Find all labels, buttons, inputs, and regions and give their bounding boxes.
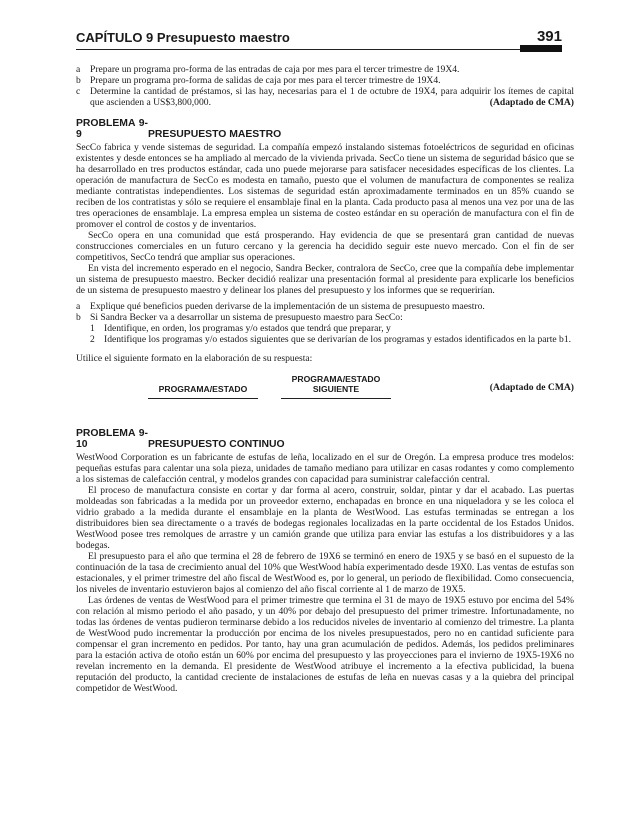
list-text: Identifique los programas y/o estados siguientes que se derivarían de los programas y estados identificados en la parte b1. (104, 334, 572, 345)
list-text: Si Sandra Becker va a desarrollar un sistema de presupuesto maestro para SecCo: (90, 312, 403, 323)
intro-item-b (76, 75, 574, 86)
format-column-2-line1: PROGRAMA/ESTADO (291, 374, 381, 384)
paragraph: SecCo fabrica y vende sistemas de seguridad. La compañía empezó instalando sistemas fotoeléctricos de seguridad en oficinas existentes y desde entonces se ha ampliado al mercado de la vivienda privada. SecCo tiene un sistema de seguridad básico que se ha desarrollado en tres productos estándar, cada uno puede mejorarse para satisfacer necesidades específicas de los clientes. La operación de manufactura de SecCo es modesta en tamaño, puesto que el volumen de manufactura de componentes se realiza mediante contratistas independientes. Los sistemas de seguridad están aproximadamente terminados en un 85% cuando se reciben de los contratistas y sólo se requiere el ensamblaje final en la planta. Cada producto pasa al menos una vez por una de las tres operaciones de ensamblaje. La empresa emplea un sistema de costeo estándar en su operación de manufactura con el fin de promover el control de costos y de inventarios. (76, 142, 574, 230)
answer-format (76, 372, 574, 412)
list-marker: b (76, 312, 81, 323)
format-instruction: Utilice el siguiente formato en la elaboración de su respuesta: (76, 353, 313, 364)
list-marker: b (76, 75, 81, 86)
list-marker: 1 (90, 323, 95, 334)
paragraph: Las órdenes de ventas de WestWood para el primer trimestre que termina el 31 de mayo de 19X5 estuvo por encima del 54% con relación al mismo periodo el año pasado, y un 40% por debajo del presupuesto del primer trimestre. Infortunadamente, no todas las órdenes de ventas pudieron terminarse debido a los reducidos niveles de inventario al comienzo del trimestre. La planta de WestWood pudo incrementar la producción por encima de los niveles presupuestados, pero no en cantidad suficiente para compensar el gran incremento en pedidos. Por tanto, hay una gran acumulación de pedidos. Además, los pedidos preliminares para la estación activa de otoño están un 60% por encima del presupuesto y las proyecciones para el invierno de 19X5-19X6 no revelan incremento en la demanda. El presidente de WestWood atribuye el incremento a la efectiva publicidad, la buena reputación del producto, la cantidad creciente de instalaciones de estufas de leña en nuevas casas y a la quiebra del principal competidor de WestWood. (76, 595, 574, 694)
list-marker: a (76, 64, 81, 75)
header-rule (76, 49, 562, 50)
header-bar (520, 45, 562, 52)
source-credit: (Adaptado de CMA) (489, 97, 574, 108)
running-header (76, 24, 562, 54)
list-text: Prepare un programa pro-forma de salidas de caja por mes para el tercer trimestre de 19X4. (90, 75, 441, 86)
list-text: Explique qué beneficios pueden derivarse de la implementación de un sistema de presupuesto maestro. (90, 301, 485, 312)
list-text (90, 86, 574, 108)
page-body (76, 64, 574, 694)
question-item-a (76, 301, 574, 312)
question-subitem-2 (76, 334, 574, 345)
list-text: Prepare un programa pro-forma de las entradas de caja por mes para el tercer trimestre de 19X4. (90, 64, 460, 75)
list-marker: c (76, 86, 81, 97)
paragraph: En vista del incremento esperado en el negocio, Sandra Becker, contralora de SecCo, cree que la compañía debe implementar un sistema de presupuesto maestro. Becker decidió realizar una presentación formal al presidente para explicarle los beneficios de un sistema de presupuesto maestro y delinear los planes del presupuesto y los informes que se requerirían. (76, 263, 574, 296)
paragraph: El proceso de manufactura consiste en cortar y dar forma al acero, construir, soldar, pintar y dar el acabado. Las puertas moldeadas son fabricadas a la medida por un proveedor externo, enchapadas en bronce en una niqueladora y se les coloca el vidrio grabado a la medida durante el ensamblaje en la planta de WestWood. Las estufas terminadas se entregan a los distribuidores bien sea directamente o a través de bodegas regionales localizadas en la parte occidental de los Estados Unidos. WestWood posee tres remolques de arrastre y un camión grande que utiliza para enviar las estufas a los distribuidores y a las bodegas. (76, 485, 574, 551)
intro-item-c (76, 86, 574, 108)
paragraph: El presupuesto para el año que termina el 28 de febrero de 19X6 se terminó en enero de 19X5 y se basó en el supuesto de la continuación de la tasa de crecimiento anual del 10% que WestWood había experimentado desde 19X0. Las ventas de estufas son estacionales, y el primer trimestre del año fiscal de WestWood es, por lo general, un periodo de flexibilidad. Como consecuencia, los niveles de inventario estuvieron bajos al comienzo del año fiscal corriente al 1 de marzo de 19X5. (76, 551, 574, 595)
list-text: Identifique, en orden, los programas y/o estados que tendrá que preparar, y (104, 323, 391, 334)
format-column-1: PROGRAMA/ESTADO (158, 384, 248, 394)
problem-title: PRESUPUESTO CONTINUO (148, 439, 285, 450)
format-column-2-rule (281, 398, 391, 399)
list-marker: 2 (90, 334, 95, 345)
source-credit: (Adaptado de CMA) (489, 382, 574, 393)
question-subitem-1 (76, 323, 574, 334)
problem-9-9-heading (76, 118, 574, 140)
chapter-title: CAPÍTULO 9 Presupuesto maestro (76, 30, 290, 45)
problem-number: PROBLEMA 9-10 (76, 428, 148, 450)
intro-item-c-text: Determine la cantidad de préstamos, si las hay, necesarias para el 1 de octubre de 19X4, para adquirir los ítemes de capital que ascienden a US$3,800,000. (90, 86, 574, 108)
problem-title: PRESUPUESTO MAESTRO (148, 129, 282, 140)
question-item-b (76, 312, 574, 323)
problem-number: PROBLEMA 9-9 (76, 118, 148, 140)
paragraph: WestWood Corporation es un fabricante de estufas de leña, localizado en el sur de Oregón. La empresa produce tres modelos: pequeñas estufas para calentar una sola pieza, unidades de tamaño mediano para utilizar en casas rodantes y como complemento a los sistemas de calefacción central, y modelos grandes con capacidad para suministrar calefacción central. (76, 452, 574, 485)
list-marker: a (76, 301, 81, 312)
intro-item-a (76, 64, 574, 75)
page-number: 391 (536, 28, 562, 45)
problem-9-10-heading (76, 428, 574, 450)
format-column-2-line2: SIGUIENTE (312, 384, 360, 394)
paragraph: SecCo opera en una comunidad que está prosperando. Hay evidencia de que se presentará gran cantidad de nuevas construcciones comerciales en un futuro cercano y la gerencia ha decidido seguir este nuevo mercado. Con el fin de ser competitivos, SecCo tendrá que ampliar sus operaciones. (76, 230, 574, 263)
format-column-1-rule (148, 398, 258, 399)
